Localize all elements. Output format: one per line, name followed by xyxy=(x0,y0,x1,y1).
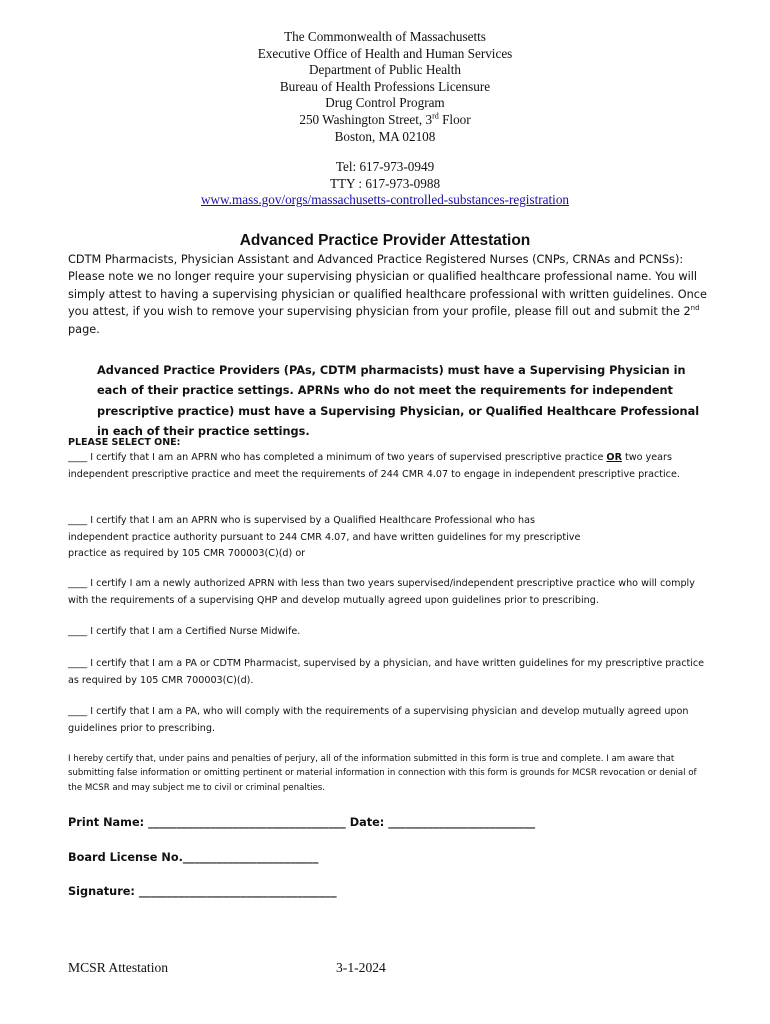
header-commonwealth: The Commonwealth of Massachusetts xyxy=(284,29,486,44)
header-program: Drug Control Program xyxy=(325,95,445,111)
option-blank[interactable]: ____ xyxy=(68,578,88,589)
license-row xyxy=(68,850,318,866)
option-pa-cdtm[interactable]: ____ I certify that I am a PA or CDTM Pharmacist, supervised by a physician, and have written guidelines for my prescriptive practice as required by 105 CMR 700003(C)(d). xyxy=(68,658,705,686)
option-blank[interactable]: ____ xyxy=(68,658,88,669)
print-name-field[interactable]: ___________________________________ xyxy=(148,816,346,829)
or-emphasis: OR xyxy=(606,452,622,463)
license-label: Board License No. xyxy=(68,851,183,864)
option-new-aprn[interactable]: ____ I certify I am a newly authorized APRN with less than two years supervised/independent prescriptive practice who will comply with the requirements of a supervising QHP and develop mutually agreed upon guidelines prior to prescribing. xyxy=(68,578,695,606)
option-blank[interactable]: ____ xyxy=(68,626,88,637)
header-bureau: Bureau of Health Professions Licensure xyxy=(279,78,491,94)
website-link[interactable]: www.mass.gov/orgs/massachusetts-controlled-substances-registration xyxy=(200,192,570,208)
date-field[interactable]: __________________________ xyxy=(388,816,536,829)
option-blank[interactable]: ____ xyxy=(68,452,88,463)
intro-paragraph: CDTM Pharmacists, Physician Assistant and Advanced Practice Registered Nurses (CNPs, CRNAs and PCNSs): Please note we no longer require your supervising physician or qualified healthcare professional name. You will simply attest to having a supervising physician or qualified healthcare professional with written guidelines. Once you attest, if you wish to remove your supervising physician from your profile, please fill out and submit the 2nd page. xyxy=(68,253,707,336)
header-address: 250 Washington Street, 3rd Floor xyxy=(299,111,471,127)
header-department: Department of Public Health xyxy=(309,62,461,78)
option-aprn-qhp[interactable]: ____ I certify that I am an APRN who is supervised by a Qualified Healthcare Professional who has independent practice authority pursuant to 244 CMR 4.07, and have written guidelines for my prescriptive practice as required by 105 CMR 700003(C)(d) or xyxy=(68,515,581,559)
option-blank[interactable]: ____ xyxy=(68,706,88,717)
option-nurse-midwife[interactable]: ____ I certify that I am a Certified Nurse Midwife. xyxy=(68,626,301,637)
license-field[interactable]: ________________________ xyxy=(182,851,319,864)
print-name-row xyxy=(68,815,535,831)
perjury-certification: I hereby certify that, under pains and penalties of perjury, all of the information submitted in this form is true and complete. I am aware that submitting false information or omitting pertinent or material information in connection with this form is grounds for MCSR revocation or denial of the MCSR and may subject me to civil or criminal penalties. xyxy=(68,754,697,793)
signature-label: Signature: xyxy=(68,885,135,898)
footer-form-name: MCSR Attestation xyxy=(68,960,169,975)
footer-date: 3-1-2024 xyxy=(336,960,386,975)
date-label: Date: xyxy=(349,816,385,829)
select-heading: PLEASE SELECT ONE: xyxy=(68,437,181,448)
option-pa[interactable]: ____ I certify that I am a PA, who will comply with the requirements of a supervising physician and develop mutually agreed upon guidelines prior to prescribing. xyxy=(68,706,689,734)
print-name-label: Print Name: xyxy=(68,816,145,829)
signature-field[interactable]: ___________________________________ xyxy=(138,885,337,898)
header-executive-office: Executive Office of Health and Human Services xyxy=(257,45,513,61)
option-blank[interactable]: ____ xyxy=(68,515,88,526)
header-city: Boston, MA 02108 xyxy=(334,128,436,144)
option-aprn-independent[interactable]: ____ I certify that I am an APRN who has completed a minimum of two years of supervised prescriptive practice OR two years independent prescriptive practice and meet the requirements of 244 CMR 4.07 to engage in independent prescriptive practice. xyxy=(68,452,680,480)
signature-row xyxy=(68,884,337,900)
header-tel: Tel: 617-973-0949 xyxy=(335,159,435,175)
header-tty: TTY : 617-973-0988 xyxy=(329,175,441,191)
form-title: Advanced Practice Provider Attestation xyxy=(239,232,531,249)
agency-header xyxy=(0,29,770,209)
requirements-notice: Advanced Practice Providers (PAs, CDTM pharmacists) must have a Supervising Physician in each of their practice settings. APRNs who do not meet the requirements for independent prescriptive practice) must have a Supervising Physician, or Qualified Healthcare Professional in each of their practice settings. xyxy=(97,364,700,439)
